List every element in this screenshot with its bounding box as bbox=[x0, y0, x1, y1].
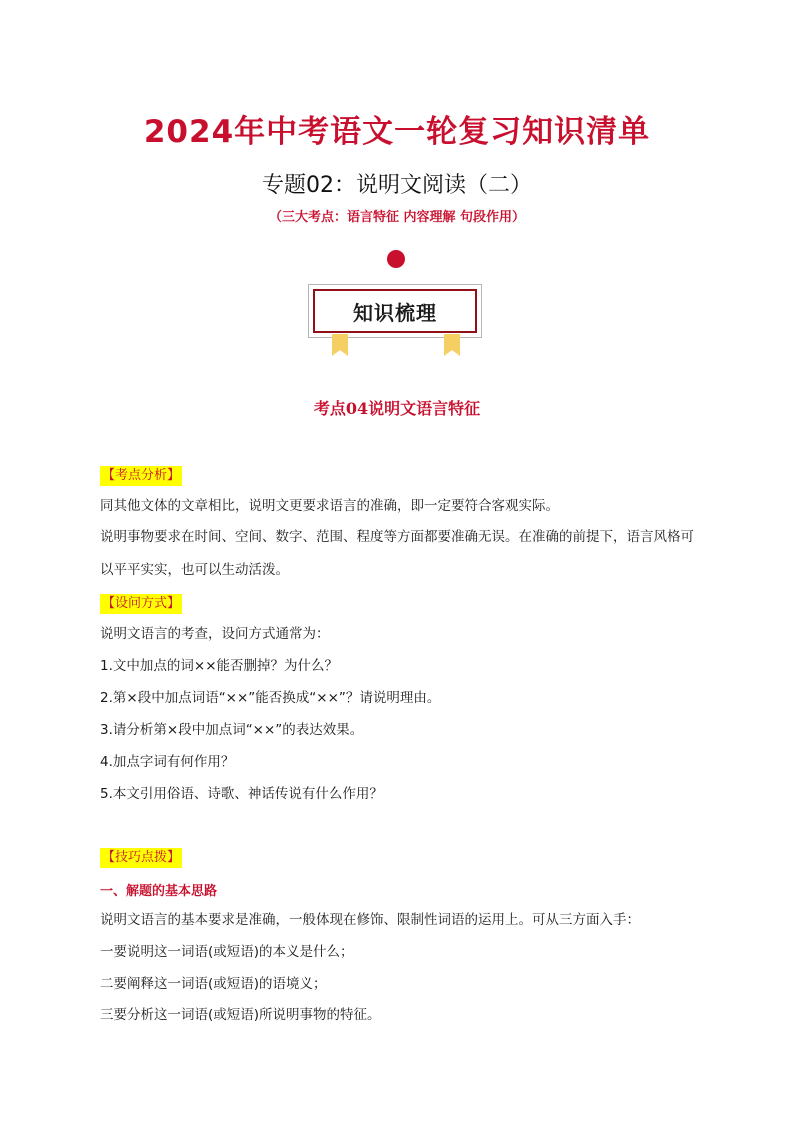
tips-line: 说明文语言的基本要求是准确，一般体现在修饰、限制性词语的运用上。可从三方面入手： bbox=[100, 912, 640, 928]
ribbon-left-icon bbox=[332, 334, 348, 356]
questions-section bbox=[100, 592, 720, 614]
question-item: 4.加点字词有何作用？ bbox=[100, 754, 235, 770]
tips-heading: 一、解题的基本思路 bbox=[100, 884, 218, 899]
questions-tag: 【设问方式】 bbox=[100, 594, 182, 614]
question-item: 2.第×段中加点词语“××”能否换成“××”？请说明理由。 bbox=[100, 690, 441, 706]
banner-label: 知识梳理 bbox=[353, 300, 437, 325]
main-title: 2024年中考语文一轮复习知识清单 bbox=[143, 114, 651, 150]
analysis-p2a: 说明事物要求在时间、空间、数字、范围、程度等方面都要准确无误。在准确的前提下，语言风格可 bbox=[100, 529, 694, 545]
section-title: 考点04说明文语言特征 bbox=[313, 399, 481, 418]
tips-section bbox=[100, 846, 720, 868]
question-item: 3.请分析第×段中加点词“××”的表达效果。 bbox=[100, 722, 364, 738]
question-item: 1.文中加点的词××能否删掉？为什么？ bbox=[100, 658, 339, 674]
questions-intro: 说明文语言的考查，设问方式通常为： bbox=[100, 626, 330, 642]
ribbon-right-icon bbox=[444, 334, 460, 356]
tips-line: 三要分析这一词语(或短语)所说明事物的特征。 bbox=[100, 1007, 381, 1023]
analysis-section bbox=[100, 464, 720, 486]
analysis-p2b: 以平平实实，也可以生动活泼。 bbox=[100, 562, 289, 578]
question-item: 5.本文引用俗语、诗歌、神话传说有什么作用？ bbox=[100, 786, 383, 802]
tips-tag: 【技巧点拨】 bbox=[100, 848, 182, 868]
analysis-tag: 【考点分析】 bbox=[100, 466, 182, 486]
knowledge-banner bbox=[308, 250, 484, 358]
banner-dot-icon bbox=[387, 250, 405, 268]
sub-title: 专题02：说明文阅读（二） bbox=[262, 173, 532, 198]
analysis-p1: 同其他文体的文章相比，说明文更要求语言的准确，即一定要符合客观实际。 bbox=[100, 498, 559, 514]
tips-line: 二要阐释这一词语(或短语)的语境义； bbox=[100, 976, 327, 992]
sub-note: （三大考点：语言特征 内容理解 句段作用） bbox=[268, 210, 526, 225]
tips-line: 一要说明这一词语(或短语)的本义是什么； bbox=[100, 944, 354, 960]
banner-frame bbox=[308, 284, 482, 338]
